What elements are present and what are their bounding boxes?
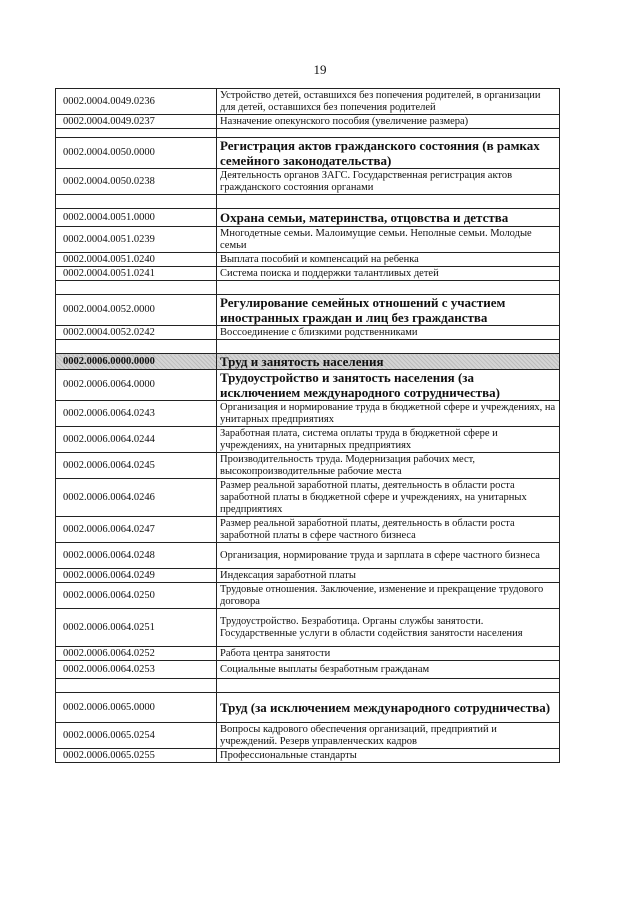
classifier-heading: Регистрация актов гражданского состояния (в рамках семейного законодательства) (217, 138, 560, 169)
spacer-cell (56, 195, 217, 209)
classifier-description: Профессиональные стандарты (217, 749, 560, 763)
spacer-cell (56, 679, 217, 693)
classifier-description: Трудовые отношения. Заключение, изменение и прекращение трудового договора (217, 583, 560, 609)
classifier-heading: Регулирование семейных отношений с участием иностранных граждан и лиц без гражданства (217, 295, 560, 326)
classifier-description: Вопросы кадрового обеспечения организаций, предприятий и учреждений. Резерв управленческих кадров (217, 723, 560, 749)
section-row (56, 354, 560, 370)
classifier-heading: Труд (за исключением международного сотрудничества) (217, 693, 560, 723)
classifier-description: Выплата пособий и компенсаций на ребенка (217, 253, 560, 267)
classifier-description: Организация, нормирование труда и зарплата в сфере частного бизнеса (217, 543, 560, 569)
page-number: 19 (313, 62, 327, 77)
classifier-code: 0002.0006.0000.0000 (56, 354, 217, 370)
table-row (56, 749, 560, 763)
classifier-code: 0002.0006.0064.0246 (56, 479, 217, 517)
classifier-code: 0002.0006.0064.0249 (56, 569, 217, 583)
classifier-code: 0002.0006.0065.0255 (56, 749, 217, 763)
classifier-description: Деятельность органов ЗАГС. Государственная регистрация актов гражданского состояния органами (217, 169, 560, 195)
classifier-code: 0002.0006.0064.0247 (56, 517, 217, 543)
classifier-description: Социальные выплаты безработным гражданам (217, 661, 560, 679)
spacer-row (56, 195, 560, 209)
spacer-cell (217, 129, 560, 138)
classifier-description: Воссоединение с близкими родственниками (217, 326, 560, 340)
spacer-row (56, 679, 560, 693)
classifier-code: 0002.0004.0050.0000 (56, 138, 217, 169)
spacer-cell (56, 340, 217, 354)
spacer-cell (56, 129, 217, 138)
classifier-code: 0002.0006.0065.0000 (56, 693, 217, 723)
classifier-description: Система поиска и поддержки талантливых детей (217, 267, 560, 281)
spacer-cell (217, 340, 560, 354)
classifier-description: Производительность труда. Модернизация рабочих мест, высокопроизводительные рабочие места (217, 453, 560, 479)
classifier-code: 0002.0006.0065.0254 (56, 723, 217, 749)
classifier-code: 0002.0004.0052.0242 (56, 326, 217, 340)
table-row (56, 169, 560, 195)
table-row (56, 723, 560, 749)
classifier-table (55, 88, 560, 763)
table-row (56, 661, 560, 679)
classifier-heading: Охрана семьи, материнства, отцовства и детства (217, 209, 560, 227)
classifier-code: 0002.0006.0064.0000 (56, 370, 217, 401)
spacer-row (56, 281, 560, 295)
classifier-description: Трудоустройство. Безработица. Органы службы занятости. Государственные услуги в области содействия занятости населения (217, 609, 560, 647)
heading-row (56, 138, 560, 169)
heading-row (56, 209, 560, 227)
classifier-code: 0002.0006.0064.0250 (56, 583, 217, 609)
heading-row (56, 370, 560, 401)
classifier-description: Назначение опекунского пособия (увеличение размера) (217, 115, 560, 129)
table-row (56, 267, 560, 281)
classifier-code: 0002.0006.0064.0253 (56, 661, 217, 679)
heading-row (56, 693, 560, 723)
classifier-code: 0002.0004.0049.0236 (56, 89, 217, 115)
classifier-table-body (56, 89, 560, 763)
classifier-description: Организация и нормирование труда в бюджетной сфере и учреждениях, на унитарных предприятиях (217, 401, 560, 427)
classifier-code: 0002.0004.0051.0240 (56, 253, 217, 267)
classifier-code: 0002.0006.0064.0245 (56, 453, 217, 479)
classifier-heading: Труд и занятость населения (217, 354, 560, 370)
classifier-code: 0002.0006.0064.0243 (56, 401, 217, 427)
classifier-description: Размер реальной заработной платы, деятельность в области роста заработной платы в сфере частного бизнеса (217, 517, 560, 543)
table-row (56, 517, 560, 543)
table-row (56, 647, 560, 661)
table-row (56, 453, 560, 479)
spacer-cell (217, 281, 560, 295)
spacer-row (56, 340, 560, 354)
table-row (56, 609, 560, 647)
classifier-description: Индексация заработной платы (217, 569, 560, 583)
table-row (56, 569, 560, 583)
table-row (56, 479, 560, 517)
classifier-description: Размер реальной заработной платы, деятельность в области роста заработной платы в бюджетной сфере и учреждениях, на унитарных предприятиях (217, 479, 560, 517)
classifier-code: 0002.0004.0051.0241 (56, 267, 217, 281)
spacer-row (56, 129, 560, 138)
table-row (56, 583, 560, 609)
spacer-cell (217, 195, 560, 209)
table-row (56, 326, 560, 340)
classifier-description: Заработная плата, система оплаты труда в бюджетной сфере и учреждениях, на унитарных предприятиях (217, 427, 560, 453)
table-row (56, 253, 560, 267)
heading-row (56, 295, 560, 326)
classifier-code: 0002.0006.0064.0251 (56, 609, 217, 647)
classifier-code: 0002.0006.0064.0252 (56, 647, 217, 661)
table-row (56, 227, 560, 253)
table-row (56, 427, 560, 453)
spacer-cell (217, 679, 560, 693)
classifier-code: 0002.0004.0051.0000 (56, 209, 217, 227)
classifier-description: Устройство детей, оставшихся без попечения родителей, в организации для детей, оставшихся без попечения родителей (217, 89, 560, 115)
table-row (56, 543, 560, 569)
classifier-code: 0002.0006.0064.0244 (56, 427, 217, 453)
table-row (56, 401, 560, 427)
classifier-code: 0002.0004.0049.0237 (56, 115, 217, 129)
classifier-code: 0002.0004.0050.0238 (56, 169, 217, 195)
table-row (56, 89, 560, 115)
classifier-code: 0002.0004.0052.0000 (56, 295, 217, 326)
classifier-heading: Трудоустройство и занятость населения (за исключением международного сотрудничества) (217, 370, 560, 401)
classifier-description: Многодетные семьи. Малоимущие семьи. Неполные семьи. Молодые семьи (217, 227, 560, 253)
classifier-code: 0002.0006.0064.0248 (56, 543, 217, 569)
table-row (56, 115, 560, 129)
spacer-cell (56, 281, 217, 295)
classifier-code: 0002.0004.0051.0239 (56, 227, 217, 253)
classifier-description: Работа центра занятости (217, 647, 560, 661)
